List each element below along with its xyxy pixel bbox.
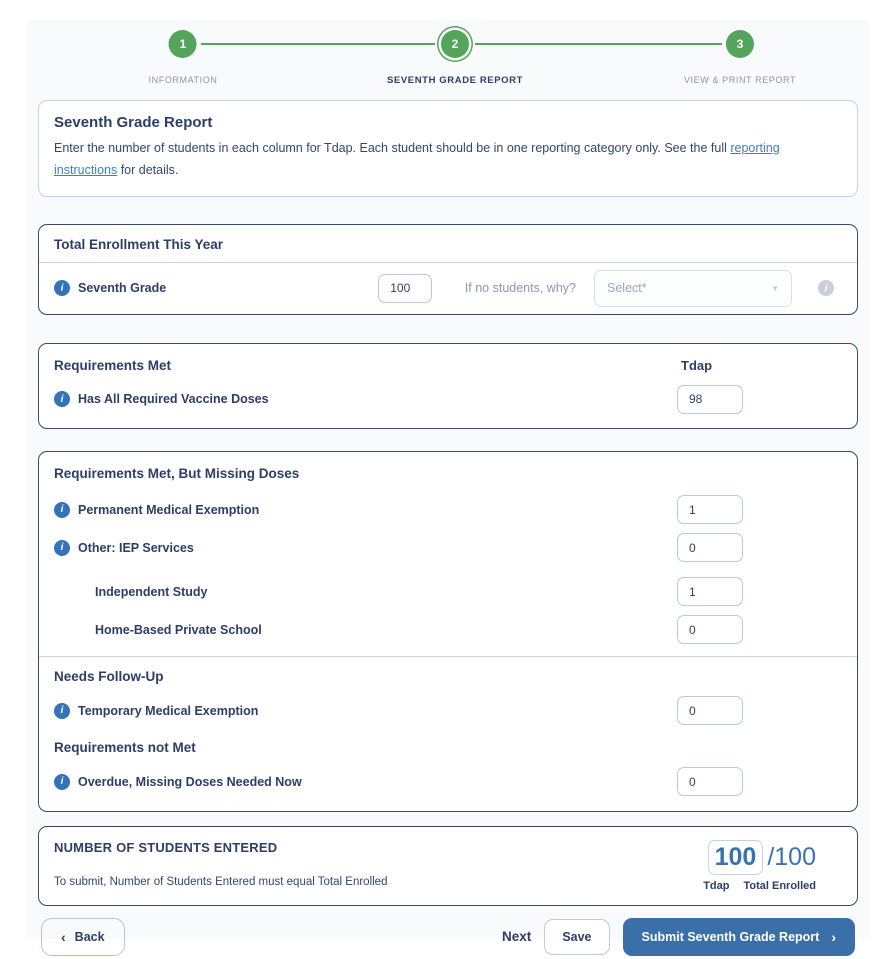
row-label-seventh-grade: Seventh Grade (78, 281, 167, 296)
temporary-medical-exemption-input[interactable] (677, 696, 743, 725)
table-row (39, 529, 857, 567)
home-based-private-school-input[interactable] (677, 615, 743, 644)
independent-study-input[interactable] (677, 577, 743, 606)
other-iep-services-input[interactable] (677, 533, 743, 562)
save-button[interactable]: Save (544, 919, 609, 955)
row-label-other-iep-services: Other: IEP Services (78, 540, 194, 555)
step-circle: 2 (441, 30, 469, 58)
missing-doses-card (38, 451, 858, 812)
info-icon[interactable] (54, 391, 70, 407)
permanent-medical-exemption-input[interactable] (677, 495, 743, 524)
no-students-reason-select[interactable] (594, 270, 792, 307)
chevron-right-icon (831, 929, 836, 945)
chevron-down-icon (771, 284, 779, 293)
intro-card (38, 100, 858, 197)
submit-button-label: Submit Seventh Grade Report (641, 929, 820, 944)
section-title-requirements-met: Requirements Met (54, 357, 172, 373)
info-icon[interactable] (54, 774, 70, 790)
row-label-temporary-medical-exemption: Temporary Medical Exemption (78, 703, 259, 718)
page-panel (27, 20, 869, 945)
table-row (39, 692, 857, 730)
back-button[interactable] (41, 918, 125, 956)
students-entered-count: 100 (708, 840, 764, 875)
section-title-total-enrollment: Total Enrollment This Year (54, 236, 224, 252)
step-label: SEVENTH GRADE REPORT (386, 75, 524, 86)
table-row (39, 375, 857, 428)
stepper-step-view-print-report[interactable] (684, 30, 796, 85)
intro-text: Enter the number of students in each column for Tdap. Each student should be in one reporting category only. See the full (54, 141, 731, 155)
row-label-has-all-doses: Has All Required Vaccine Doses (78, 392, 269, 407)
info-icon[interactable] (54, 540, 70, 556)
no-students-label: If no students, why? (464, 281, 576, 296)
section-title-needs-follow-up: Needs Follow-Up (54, 668, 164, 684)
total-enrolled-label: Total Enrolled (743, 879, 816, 892)
has-all-doses-input[interactable] (677, 385, 743, 414)
students-entered-card (38, 826, 858, 906)
submit-report-button[interactable] (623, 918, 855, 956)
info-icon[interactable] (54, 703, 70, 719)
table-row (39, 573, 857, 611)
total-enrolled-count: /100 (767, 842, 816, 871)
info-icon-disabled (818, 280, 834, 296)
table-row (39, 611, 857, 649)
stepper (38, 30, 858, 96)
overdue-missing-doses-input[interactable] (677, 767, 743, 796)
entered-count-label: Tdap (703, 879, 730, 892)
section-title-missing-doses: Requirements Met, But Missing Doses (54, 465, 300, 481)
table-row (39, 491, 857, 529)
page-title: Seventh Grade Report (54, 114, 213, 131)
row-label-permanent-medical-exemption: Permanent Medical Exemption (78, 502, 260, 517)
intro-text: for details. (117, 162, 179, 177)
step-label: VIEW & PRINT REPORT (683, 75, 797, 85)
select-placeholder: Select* (607, 281, 647, 296)
students-entered-note: To submit, Number of Students Entered must equal Total Enrolled (54, 875, 388, 888)
table-row (39, 763, 857, 801)
section-title-requirements-not-met: Requirements not Met (54, 739, 196, 755)
section-title-students-entered: NUMBER OF STUDENTS ENTERED (54, 839, 278, 855)
chevron-left-icon (61, 929, 66, 945)
enrollment-row (39, 262, 857, 314)
info-icon[interactable] (54, 280, 70, 296)
total-enrollment-card (38, 224, 858, 315)
back-button-label: Back (74, 929, 105, 944)
reporting-instructions-link[interactable]: reporting instructions (54, 141, 780, 177)
row-label-independent-study: Independent Study (95, 584, 208, 599)
requirements-met-card (38, 343, 858, 429)
next-label: Next (502, 929, 532, 945)
info-icon[interactable] (54, 502, 70, 518)
seventh-grade-enrollment-input[interactable] (378, 274, 432, 303)
step-circle: 3 (726, 30, 754, 58)
stepper-step-seventh-grade-report[interactable] (387, 30, 523, 86)
footer-actions (38, 918, 858, 956)
stepper-step-information[interactable] (149, 30, 218, 85)
row-label-home-based-private-school: Home-Based Private School (95, 622, 262, 637)
column-header-tdap: Tdap (681, 357, 713, 373)
row-label-overdue-missing-doses: Overdue, Missing Doses Needed Now (78, 774, 302, 789)
intro-description (54, 138, 842, 182)
step-label: INFORMATION (148, 75, 218, 85)
step-circle: 1 (169, 30, 197, 58)
